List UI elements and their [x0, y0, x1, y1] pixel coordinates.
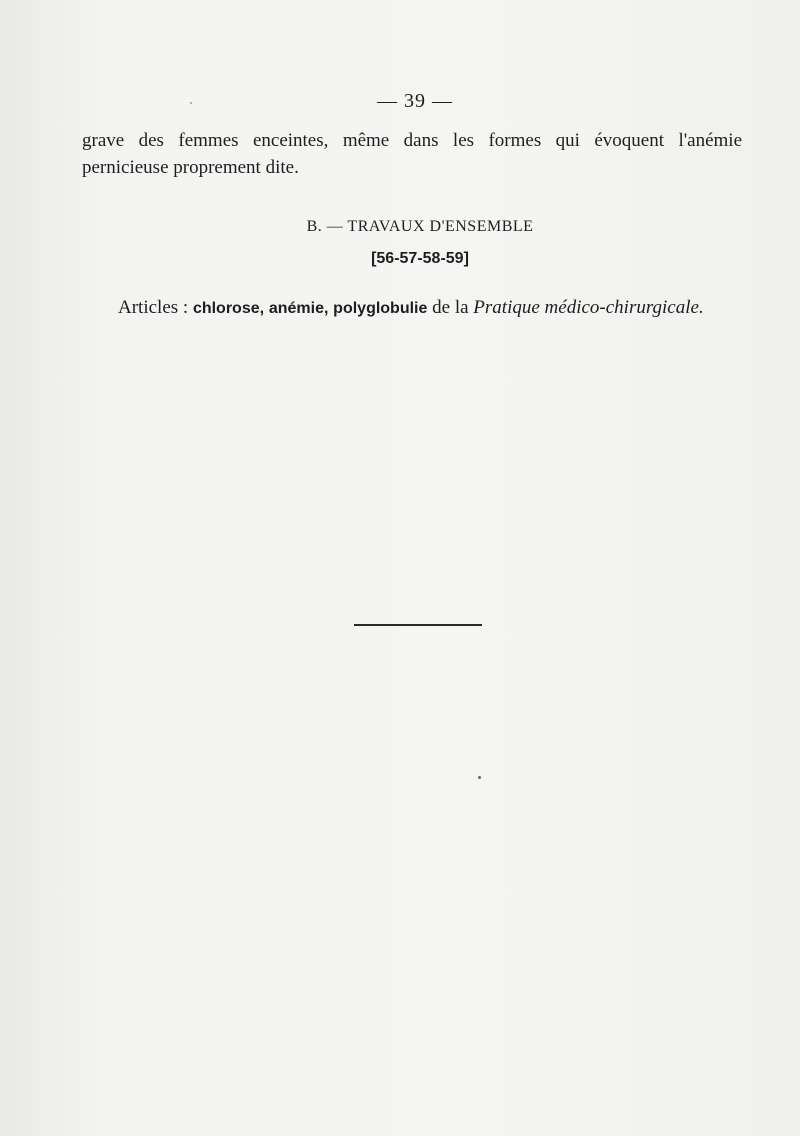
publication-title: Pratique médico-chirurgicale. [473, 297, 704, 318]
paper-speck [478, 776, 481, 779]
article-term-anemie: anémie, [268, 300, 329, 317]
end-divider [354, 624, 482, 626]
articles-line [118, 297, 704, 319]
article-term-chlorose: chlorose, [192, 300, 265, 317]
article-term-polyglobulie: polyglobulie [333, 300, 428, 317]
reference-numbers: [56-57-58-59] [371, 250, 469, 267]
articles-lead: Articles : [118, 297, 193, 318]
paragraph-line-2: pernicieuse proprement dite. [82, 157, 299, 178]
paper-speck [190, 102, 192, 104]
page-number: — 39 — [377, 90, 453, 112]
articles-connector: de la [427, 297, 474, 318]
section-heading: B. — TRAVAUX D'ENSEMBLE [306, 218, 534, 235]
paragraph-line-1: grave des femmes enceintes, même dans les formes qui évoquent l'anémie [82, 130, 742, 151]
body-paragraph [82, 127, 742, 181]
